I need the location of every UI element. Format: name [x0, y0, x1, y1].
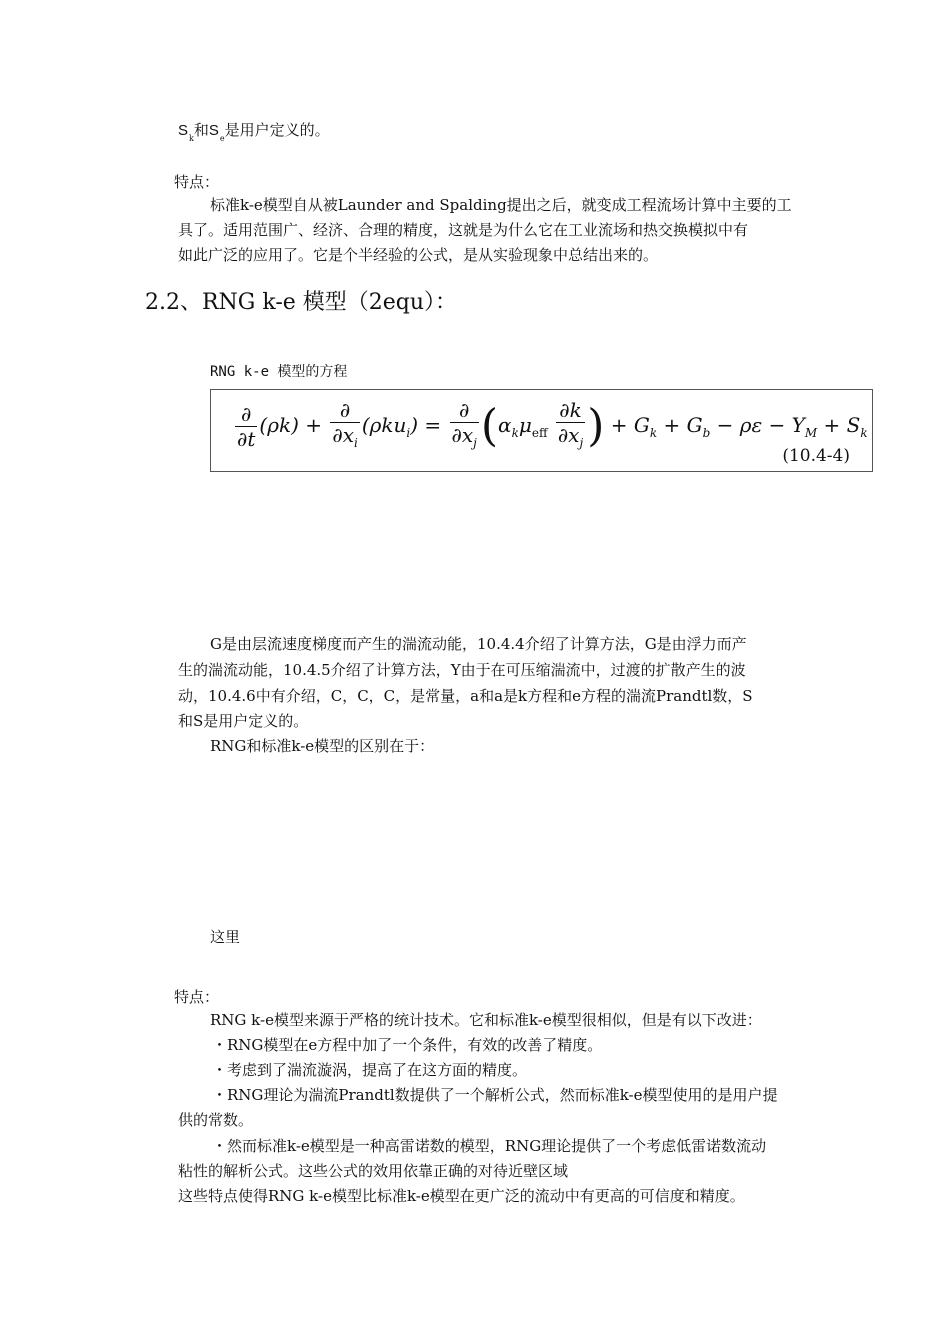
features-heading-1: 特点：: [174, 173, 220, 191]
s-symbol-2: S: [208, 122, 219, 139]
desc-line5: RNG和标准k-e模型的区别在于：: [210, 737, 435, 755]
user-defined-line: [178, 120, 330, 143]
section-title: 2.2、RNG k-e 模型（2equ）：: [145, 290, 458, 315]
features1-line1: 标准k-e模型自从被Launder and Spalding提出之后，就变成工程流场计算中主要的工: [210, 196, 792, 214]
features2-line5: 供的常数。: [178, 1111, 254, 1129]
defined-text: 是用户定义的。: [224, 121, 330, 139]
desc-line2: 生的湍流动能，10.4.5介绍了计算方法，Y由于在可压缩湍流中，过渡的扩散产生的波: [178, 661, 746, 679]
equation-number: (10.4-4): [782, 446, 850, 466]
features2-line3: ・考虑到了湍流漩涡，提高了在这方面的精度。: [212, 1061, 528, 1079]
features1-line3: 如此广泛的应用了。它是个半经验的公式，是从实验现象中总结出来的。: [178, 246, 659, 264]
desc-line3: 动，10.4.6中有介绍，C，C，C，是常量，a和a是k方程和e方程的湍流Prandtl数，S: [178, 687, 753, 705]
and-text: 和: [193, 121, 209, 139]
features2-line7: 粘性的解析公式。这些公式的效用依靠正确的对待近壁区域: [178, 1162, 569, 1180]
features2-line8: 这些特点使得RNG k-e模型比标准k-e模型在更广泛的流动中有更高的可信度和精度。: [178, 1187, 745, 1205]
features2-line6: ・然而标准k-e模型是一种高雷诺数的模型，RNG理论提供了一个考虑低雷诺数流动: [212, 1137, 767, 1155]
s-symbol: S: [178, 122, 189, 139]
features2-line4: ・RNG理论为湍流Prandtl数提供了一个解析公式，然而标准k-e模型使用的是用户提: [212, 1086, 778, 1104]
desc-line1: G是由层流速度梯度而产生的湍流动能，10.4.4介绍了计算方法，G是由浮力而产: [210, 635, 747, 653]
features2-line1: RNG k-e模型来源于严格的统计技术。它和标准k-e模型很相似，但是有以下改进：: [210, 1011, 762, 1029]
desc-line4: 和S是用户定义的。: [178, 712, 309, 730]
equation-caption: RNG k-e 模型的方程: [210, 364, 348, 380]
features1-line2: 具了。适用范围广、经济、合理的精度，这就是为什么它在工业流场和热交换模拟中有: [178, 221, 749, 239]
rng-k-equation: $\frac{\partial}{\partial t}$ (ρk) + $\frac{\partial}{\partial x_i}$ (ρku$_i$) = $\frac{\partial}{\partial x_j}$ ($\alpha_k\mu_{eff}$ $\frac{\partial k}{\partial x_j}$ ) + $G_k + G_b - \rho\varepsilon - Y_M + S_k$: [237, 398, 868, 452]
k-subscript: k: [189, 134, 194, 143]
equation-box: [210, 389, 873, 472]
here-text: 这里: [210, 928, 241, 946]
features2-line2: ・RNG模型在e方程中加了一个条件，有效的改善了精度。: [212, 1036, 603, 1054]
features-heading-2: 特点：: [174, 988, 220, 1006]
e-subscript: e: [219, 134, 225, 143]
